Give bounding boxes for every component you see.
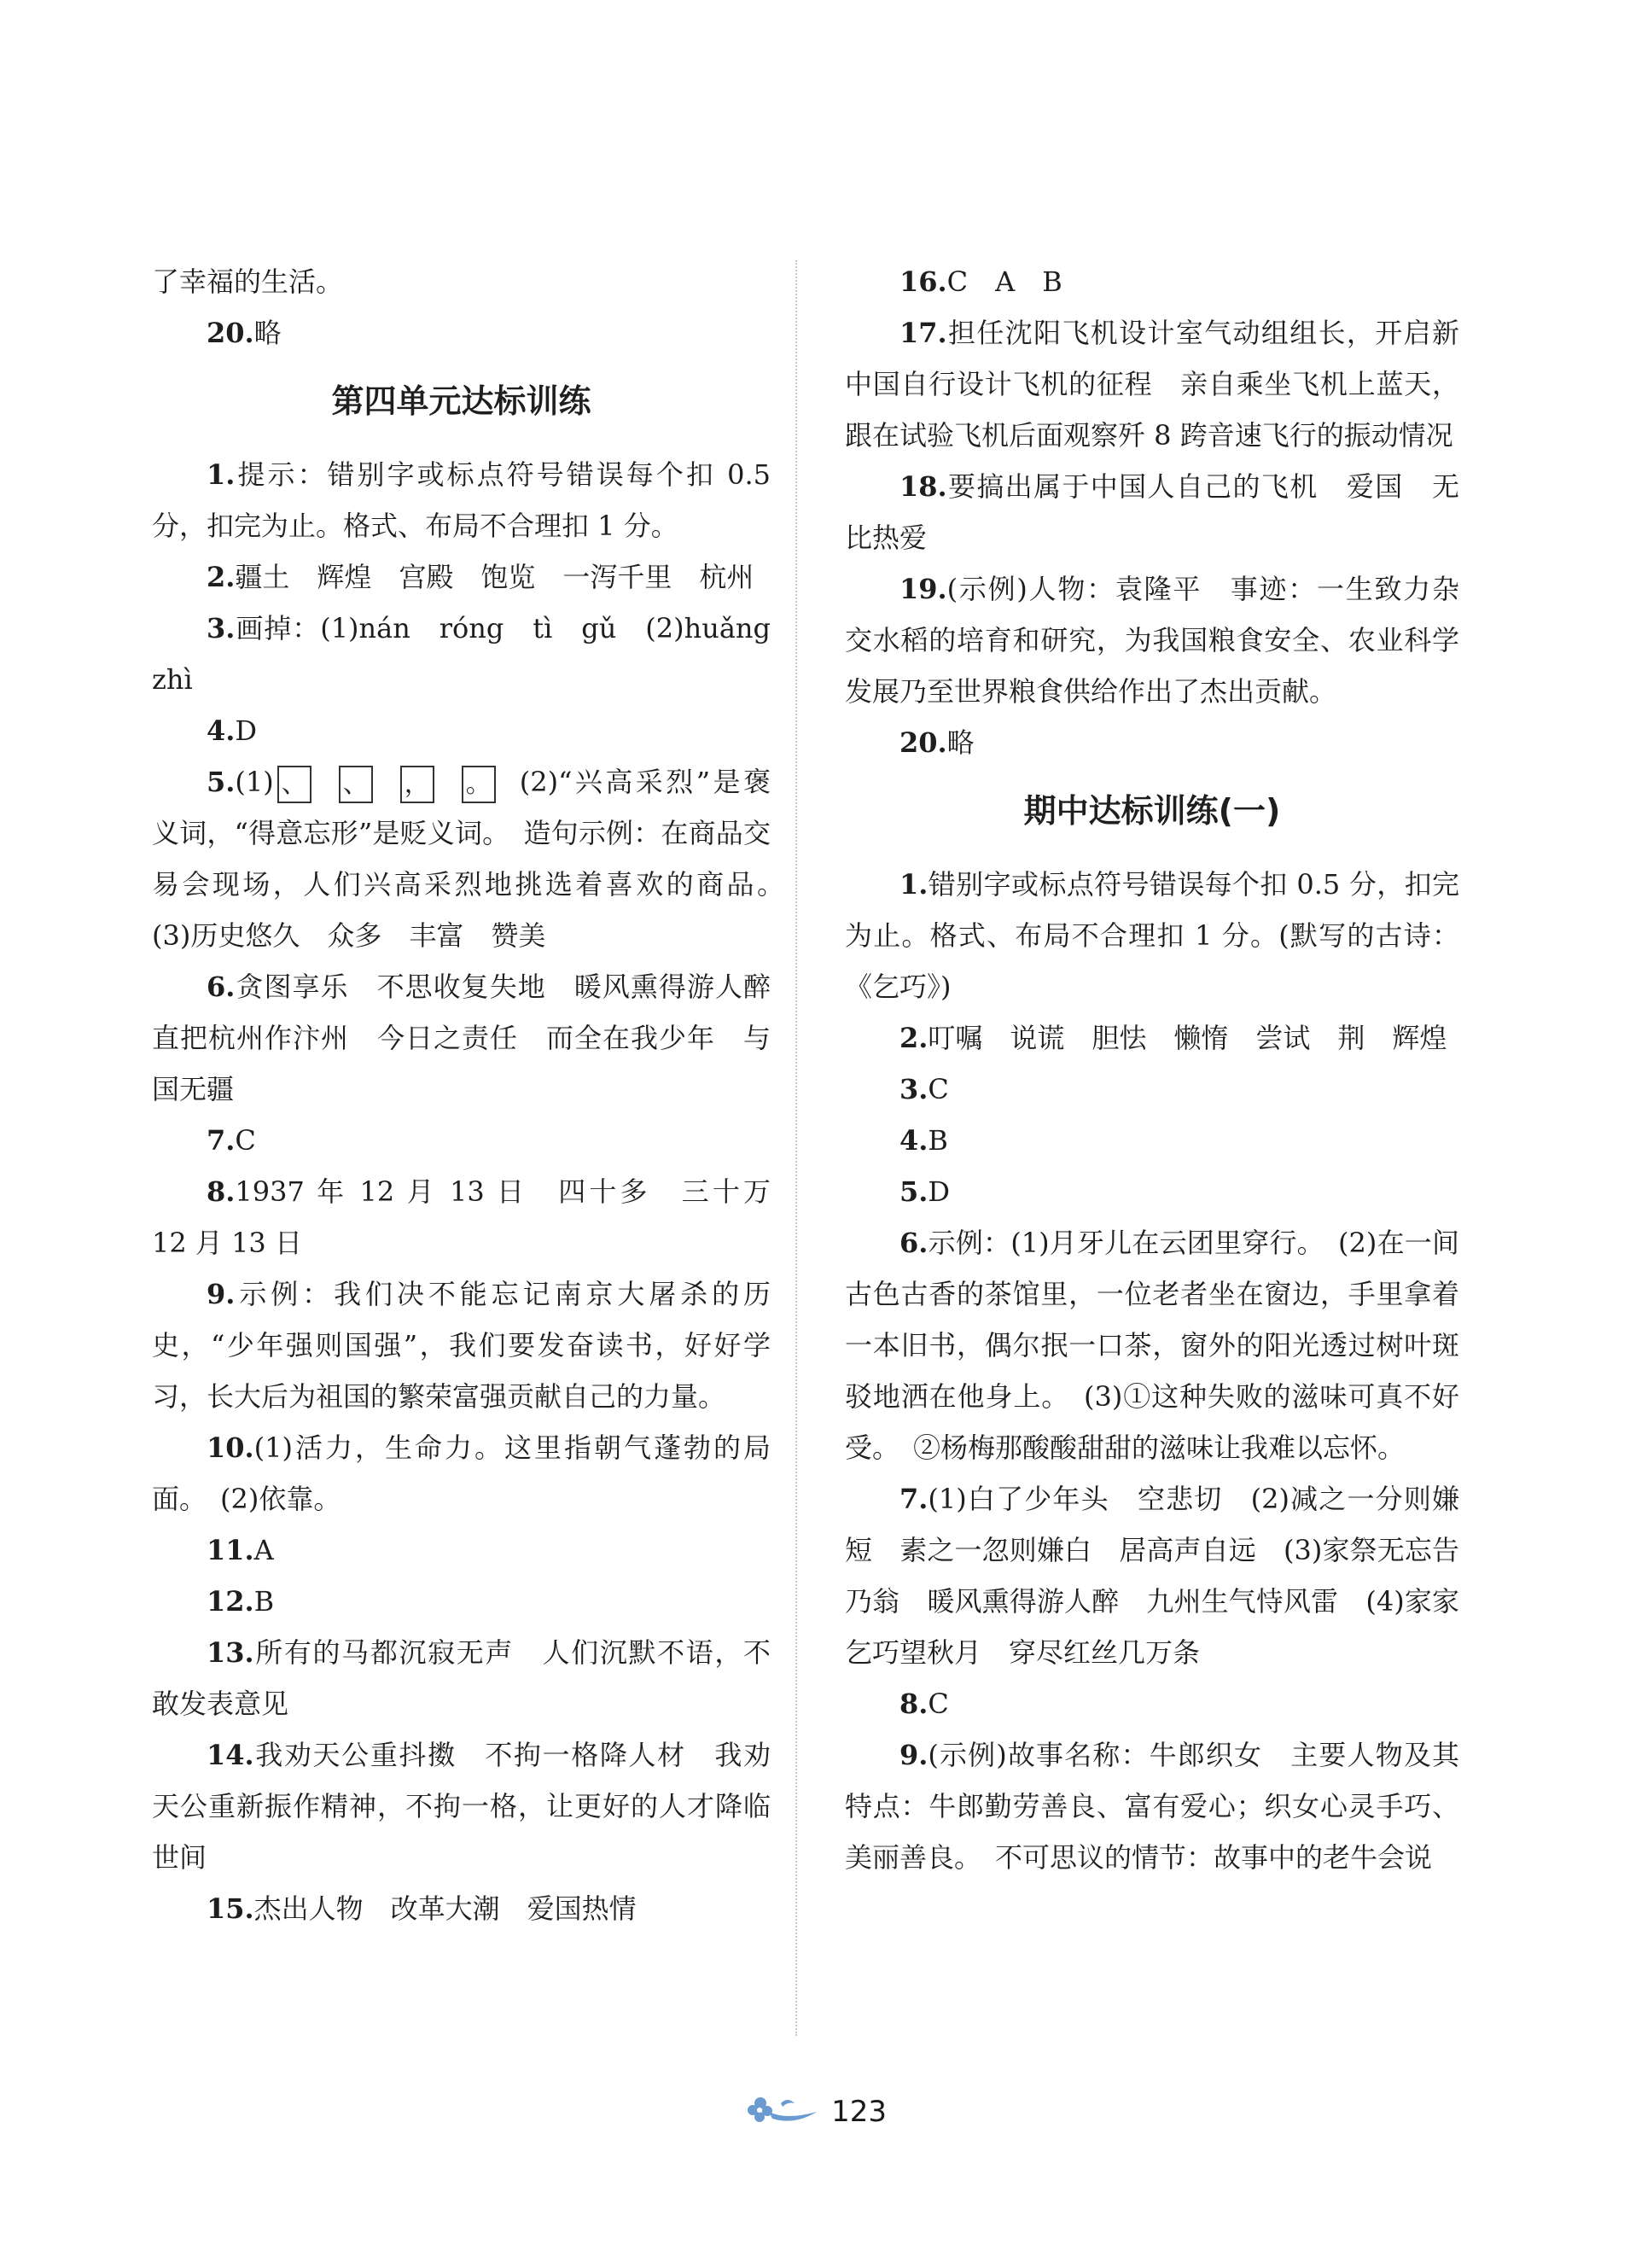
answer-item xyxy=(152,1576,771,1627)
item-text: (示例)故事名称：牛郎织女 主要人物及其特点：牛郎勤劳善良、富有爱心；织女心灵手巧、美丽善良。 不可思议的情节：故事中的老牛会说 xyxy=(845,1739,1459,1874)
page-footer xyxy=(0,2091,1630,2132)
item-text: 画掉：(1)nán róng tì gǔ (2)huǎng zhì xyxy=(152,612,799,696)
answer-item xyxy=(152,1627,771,1729)
answer-item xyxy=(845,1166,1459,1217)
item-number: 15. xyxy=(207,1892,254,1925)
item-number: 4. xyxy=(207,714,236,747)
item-text: B xyxy=(928,1124,948,1157)
item-number: 6. xyxy=(207,971,236,1003)
item-text: 略 xyxy=(253,317,282,349)
answer-item xyxy=(152,1729,771,1883)
item-number: 3. xyxy=(899,1073,929,1105)
right-column xyxy=(845,256,1459,1883)
item-text: D xyxy=(235,714,258,747)
answer-item xyxy=(152,1422,771,1525)
answer-item xyxy=(152,307,771,359)
item-text: C xyxy=(928,1688,949,1720)
item-number: 9. xyxy=(899,1739,929,1771)
answer-item xyxy=(845,1115,1459,1166)
answer-item xyxy=(152,1166,799,1268)
punctuation-box: ， xyxy=(400,766,434,803)
item-text: 提示：错别字或标点符号错误每个扣 0.5 分，扣完为止。格式、布局不合理扣 1 分。 xyxy=(152,458,771,542)
item-text: 1937 年 12 月 13 日 四十多 三十万 12 月 13 日 xyxy=(152,1175,799,1259)
punctuation-box: 、 xyxy=(339,766,373,803)
item-number: 19. xyxy=(899,573,947,605)
item-text: 杰出人物 改革大潮 爱国热情 xyxy=(253,1892,637,1925)
answer-item xyxy=(845,1729,1459,1883)
answer-item xyxy=(152,551,771,603)
item-text: C A B xyxy=(946,265,1062,298)
punctuation-box: 、 xyxy=(277,766,311,803)
item-number: 6. xyxy=(899,1227,929,1259)
answer-item xyxy=(152,961,799,1115)
item-number: 5. xyxy=(899,1175,929,1208)
answer-item xyxy=(152,1525,771,1576)
item-number: 13. xyxy=(207,1636,254,1669)
item-text: (1) xyxy=(235,766,274,798)
answer-item xyxy=(845,307,1459,461)
answer-item xyxy=(845,859,1459,1012)
answer-item xyxy=(152,756,799,961)
text-line: 了幸福的生活。 xyxy=(152,265,344,298)
item-text: A xyxy=(253,1534,274,1566)
item-text: 我劝天公重抖擞 不拘一格降人材 我劝天公重新振作精神，不拘一格，让更好的人才降临世间 xyxy=(152,1739,771,1874)
answer-item xyxy=(845,1473,1459,1678)
item-number: 4. xyxy=(899,1124,929,1157)
item-text: C xyxy=(928,1073,949,1105)
item-text: D xyxy=(928,1175,951,1208)
item-text: 示例：我们决不能忘记南京大屠杀的历史，“少年强则国强”，我们要发奋读书，好好学习，长大后为祖国的繁荣富强贡献自己的力量。 xyxy=(152,1278,771,1413)
item-number: 17. xyxy=(899,317,947,349)
item-text: 叮嘱 说谎 胆怯 懒惰 尝试 荆 辉煌 xyxy=(928,1022,1447,1054)
item-number: 8. xyxy=(207,1175,236,1208)
item-text: (1)白了少年头 空悲切 (2)减之一分则嫌短 素之一忽则嫌白 居高声自远 (3)家祭无忘告乃翁 暖风熏得游人醉 九州生气恃风雷 (4)家家乞巧望秋月 穿尽红丝几万条 xyxy=(845,1483,1459,1669)
column-divider xyxy=(795,260,797,2036)
item-number: 12. xyxy=(207,1585,254,1618)
answer-item xyxy=(152,449,771,551)
item-number: 2. xyxy=(207,561,236,593)
item-number: 7. xyxy=(899,1483,929,1515)
item-number: 10. xyxy=(207,1431,254,1464)
flower-bird-icon xyxy=(743,2091,820,2132)
item-number: 18. xyxy=(899,470,947,503)
left-column xyxy=(152,256,799,1934)
answer-item xyxy=(845,1678,1459,1729)
item-number: 11. xyxy=(207,1534,254,1566)
item-number: 8. xyxy=(899,1688,929,1720)
item-text: (2)“兴高采烈”是褒义词，“得意忘形”是贬义词。 造句示例：在商品交易会现场，人们兴高采烈地挑选着喜欢的商品。 (3)历史悠久 众多 丰富 赞美 xyxy=(152,766,799,952)
item-text: 要搞出属于中国人自己的飞机 爱国 无比热爱 xyxy=(845,470,1459,554)
answer-item xyxy=(152,705,771,756)
item-number: 7. xyxy=(207,1124,236,1157)
answer-item xyxy=(845,717,1459,768)
item-number: 1. xyxy=(207,458,236,491)
item-text: 疆土 辉煌 宫殿 饱览 一泻千里 杭州 xyxy=(235,561,754,593)
item-number: 3. xyxy=(207,612,236,644)
answer-item xyxy=(845,1012,1459,1064)
page-number: 123 xyxy=(831,2095,887,2129)
item-text: 错别字或标点符号错误每个扣 0.5 分，扣完为止。格式、布局不合理扣 1 分。(默写的古诗：《乞巧》) xyxy=(845,868,1459,1003)
answer-item xyxy=(845,563,1459,717)
section-title: 第四单元达标训练 xyxy=(331,382,591,420)
item-text: B xyxy=(253,1585,275,1618)
item-number: 16. xyxy=(899,265,947,298)
item-text: 担任沈阳飞机设计室气动组组长，开启新中国自行设计飞机的征程 亲自乘坐飞机上蓝天，跟在试验飞机后面观察歼 8 跨音速飞行的振动情况 xyxy=(845,317,1459,452)
item-number: 2. xyxy=(899,1022,929,1054)
item-number: 20. xyxy=(899,726,947,759)
item-text: 示例：(1)月牙儿在云团里穿行。 (2)在一间古色古香的茶馆里，一位老者坐在窗边，手里拿着一本旧书，偶尔抿一口茶，窗外的阳光透过树叶斑驳地洒在他身上。 (3)①这种失败的滋味可真不好受。 ②杨梅那酸酸甜甜的滋味让我难以忘怀。 xyxy=(845,1227,1459,1464)
answer-item xyxy=(845,1064,1459,1115)
item-number: 14. xyxy=(207,1739,254,1771)
item-number: 9. xyxy=(207,1278,236,1310)
item-text: 贪图享乐 不思收复失地 暖风熏得游人醉 直把杭州作汴州 今日之责任 而全在我少年 与国无疆 xyxy=(152,971,799,1105)
item-number: 1. xyxy=(899,868,929,901)
answer-item xyxy=(152,1115,771,1166)
answer-item xyxy=(152,1268,771,1422)
answer-item xyxy=(845,461,1459,563)
item-text: 所有的马都沉寂无声 人们沉默不语，不敢发表意见 xyxy=(152,1636,771,1720)
section-title: 期中达标训练(一) xyxy=(1023,792,1281,830)
item-text: (1)活力，生命力。这里指朝气蓬勃的局面。 (2)依靠。 xyxy=(152,1431,771,1515)
answer-item xyxy=(845,1217,1459,1473)
answer-item xyxy=(845,256,1459,307)
item-text: C xyxy=(235,1124,256,1157)
answer-item xyxy=(152,1883,771,1934)
item-text: (示例)人物：袁隆平 事迹：一生致力杂交水稻的培育和研究，为我国粮食安全、农业科学发展乃至世界粮食供给作出了杰出贡献。 xyxy=(845,573,1459,708)
item-number: 5. xyxy=(207,766,236,798)
item-text: 略 xyxy=(946,726,975,759)
item-number: 20. xyxy=(207,317,254,349)
punctuation-box: 。 xyxy=(462,766,496,803)
answer-item xyxy=(152,603,799,705)
